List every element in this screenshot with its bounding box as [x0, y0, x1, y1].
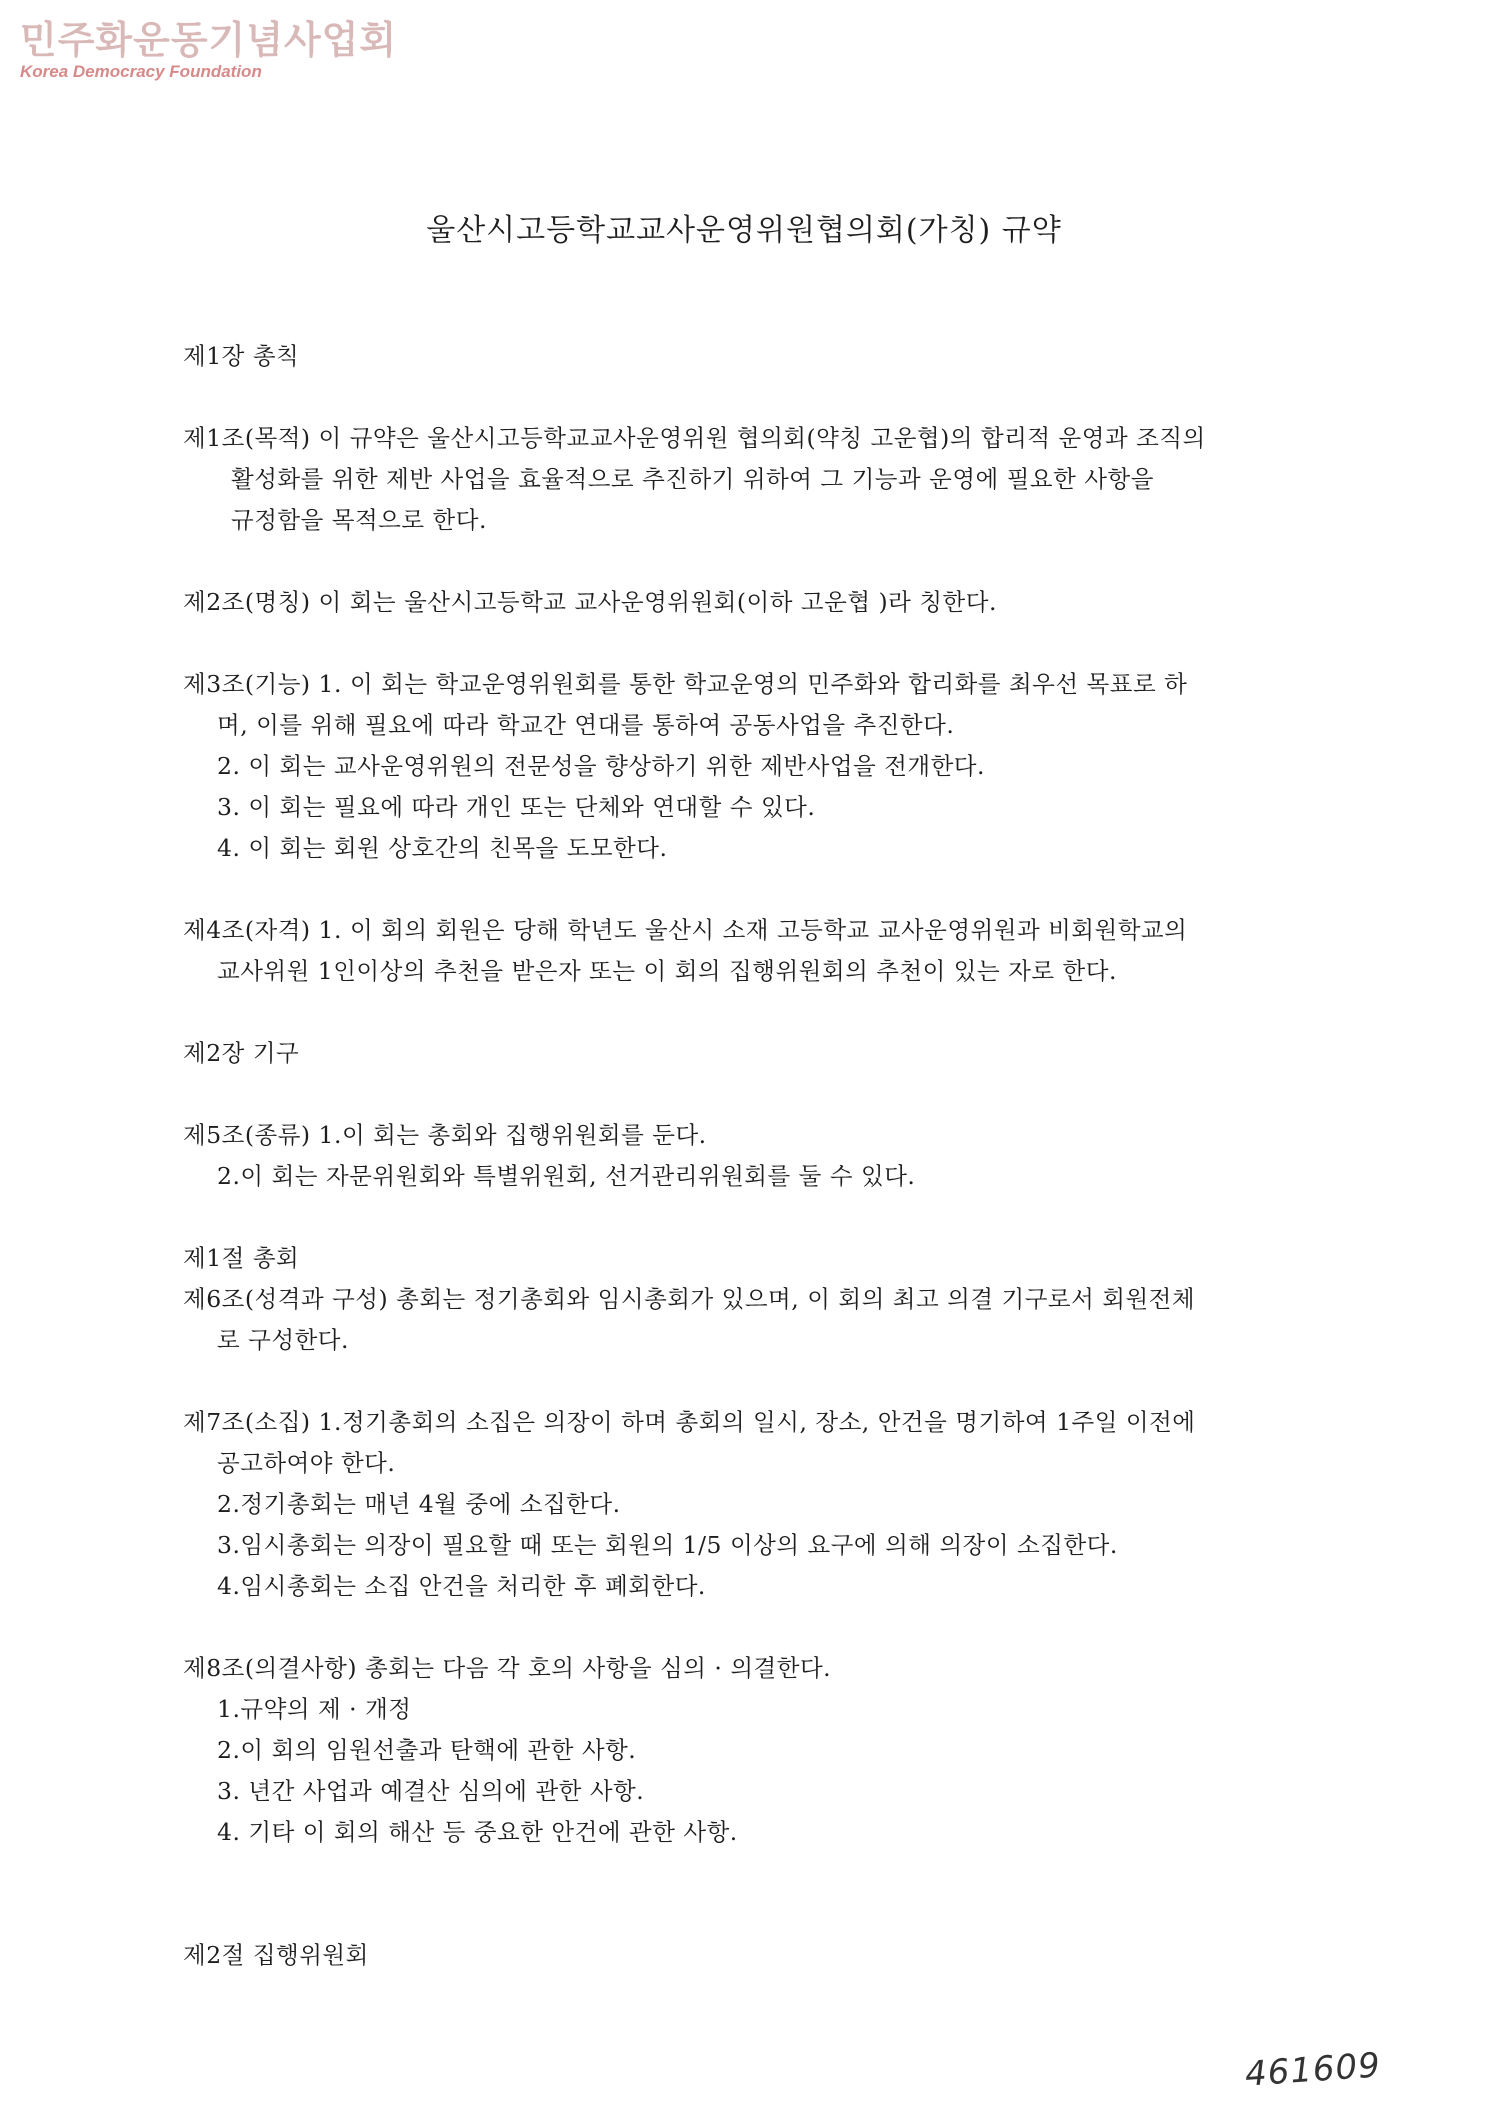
- chapter-2-heading: 제2장 기구: [183, 1039, 300, 1067]
- article-1-line-3: 규정함을 목적으로 한다.: [231, 506, 487, 534]
- article-7-item-4: 4.임시총회는 소집 안건을 처리한 후 폐회한다.: [217, 1572, 706, 1600]
- article-6-line-1: 제6조(성격과 구성) 총회는 정기총회와 임시총회가 있으며, 이 회의 최고 의결 기구로서 회원전체: [183, 1285, 1196, 1313]
- article-2: 제2조(명칭) 이 회는 울산시고등학교 교사운영위원회(이하 고운협 )라 칭한다.: [183, 588, 997, 616]
- article-8-item-3: 3. 년간 사업과 예결산 심의에 관한 사항.: [217, 1777, 645, 1805]
- article-8-item-4: 4. 기타 이 회의 해산 등 중요한 안건에 관한 사항.: [217, 1818, 738, 1846]
- chapter-1-heading: 제1장 총칙: [183, 342, 300, 370]
- article-7-line-2: 공고하여야 한다.: [217, 1449, 396, 1477]
- article-3-line-1: 제3조(기능) 1. 이 회는 학교운영위원회를 통한 학교운영의 민주화와 합리화를 최우선 목표로 하: [183, 670, 1188, 698]
- article-7-line-1: 제7조(소집) 1.정기총회의 소집은 의장이 하며 총회의 일시, 장소, 안건을 명기하여 1주일 이전에: [183, 1408, 1196, 1436]
- article-1-line-1: 제1조(목적) 이 규약은 울산시고등학교교사운영위원 협의회(약칭 고운협)의 합리적 운영과 조직의: [183, 424, 1206, 452]
- article-3-line-2: 며, 이를 위해 필요에 따라 학교간 연대를 통하여 공동사업을 추진한다.: [217, 711, 955, 739]
- article-1-line-2: 활성화를 위한 제반 사업을 효율적으로 추진하기 위하여 그 기능과 운영에 필요한 사항을: [231, 465, 1154, 493]
- document-body: [183, 336, 1323, 1976]
- article-3-item-2: 2. 이 회는 교사운영위원의 전문성을 향상하기 위한 제반사업을 전개한다.: [217, 752, 985, 780]
- article-8-item-2: 2.이 회의 임원선출과 탄핵에 관한 사항.: [217, 1736, 637, 1764]
- article-4-line-1: 제4조(자격) 1. 이 회의 회원은 당해 학년도 울산시 소재 고등학교 교사운영위원과 비회원학교의: [183, 916, 1188, 944]
- handwritten-page-number: 461609: [1243, 2045, 1383, 2095]
- section-1-heading: 제1절 총회: [183, 1244, 300, 1272]
- article-8: 제8조(의결사항) 총회는 다음 각 호의 사항을 심의 · 의결한다.: [183, 1654, 832, 1682]
- watermark-english: Korea Democracy Foundation: [20, 62, 262, 81]
- article-5-item-2: 2.이 회는 자문위원회와 특별위원회, 선거관리위원회를 둘 수 있다.: [217, 1162, 916, 1190]
- document-title: 울산시고등학교교사운영위원협의회(가칭) 규약: [426, 213, 1062, 248]
- article-7-item-3: 3.임시총회는 의장이 필요할 때 또는 회원의 1/5 이상의 요구에 의해 의장이 소집한다.: [217, 1531, 1118, 1559]
- article-5-item-1: 제5조(종류) 1.이 회는 총회와 집행위원회를 둔다.: [183, 1121, 707, 1149]
- watermark-logo: [20, 18, 397, 82]
- article-7-item-2: 2.정기총회는 매년 4월 중에 소집한다.: [217, 1490, 621, 1518]
- section-2-heading: 제2절 집행위원회: [183, 1941, 369, 1969]
- article-8-item-1: 1.규약의 제 · 개정: [217, 1695, 412, 1723]
- article-4-line-2: 교사위원 1인이상의 추천을 받은자 또는 이 회의 집행위원회의 추천이 있는 자로 한다.: [217, 957, 1117, 985]
- article-3-item-3: 3. 이 회는 필요에 따라 개인 또는 단체와 연대할 수 있다.: [217, 793, 816, 821]
- watermark-korean: 민주화운동기념사업회: [20, 18, 398, 62]
- article-6-line-2: 로 구성한다.: [217, 1326, 349, 1354]
- article-3-item-4: 4. 이 회는 회원 상호간의 친목을 도모한다.: [217, 834, 668, 862]
